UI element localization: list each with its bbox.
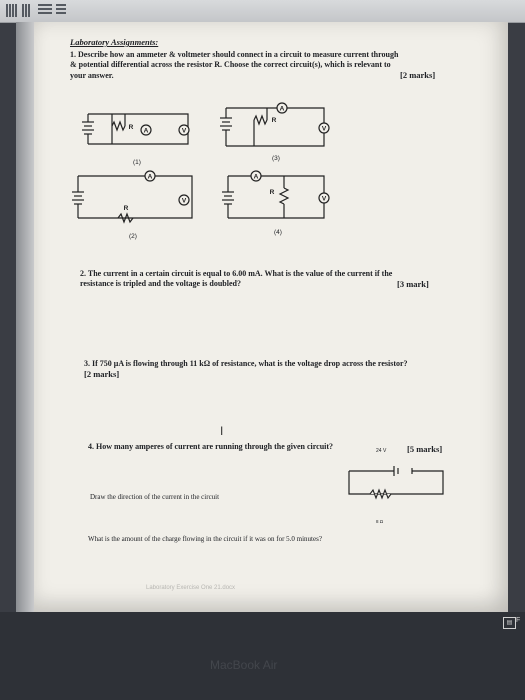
ammeter-symbol: A: [253, 173, 259, 181]
q3-line1: 3. If 750 μA is flowing through 11 kΩ of resistance, what is the voltage drop across the resistor?: [84, 359, 408, 368]
laptop-bezel: [0, 612, 525, 700]
circuit-2: [72, 171, 192, 222]
circuit-q4: [349, 466, 443, 494]
resistor-symbol: R: [271, 117, 277, 124]
laptop-brand: MacBook Air: [210, 658, 278, 672]
text-cursor-icon: I: [220, 424, 224, 438]
circuit-label-2: (2): [129, 233, 137, 240]
voltmeter-symbol: V: [181, 197, 187, 205]
circuit-label-3: (3): [272, 155, 280, 162]
resistor-symbol: R: [123, 205, 129, 212]
page-footer: Laboratory Exercise One 21.docx: [146, 585, 236, 591]
q2-marks: [3 mark]: [397, 279, 429, 289]
battery-label: 24 V: [376, 448, 387, 454]
ammeter-symbol: A: [279, 105, 285, 113]
page-heading: Laboratory Assignments:: [70, 37, 159, 47]
q1-line1: 1. Describe how an ammeter & voltmeter should connect in a circuit to measure current through: [70, 50, 399, 59]
circuit-3: [220, 103, 329, 146]
resistor-symbol: R: [128, 124, 134, 131]
q4-charge: What is the amount of the charge flowing in the circuit if it was on for 5.0 minutes?: [88, 535, 322, 543]
view-columns-icon[interactable]: [6, 4, 17, 17]
q1-marks: [2 marks]: [400, 70, 436, 80]
q4-line1: 4. How many amperes of current are running through the given circuit?: [88, 442, 334, 451]
circuit-label-1: (1): [133, 159, 141, 166]
ammeter-symbol: A: [143, 127, 149, 135]
voltmeter-symbol: V: [321, 195, 327, 203]
page-edge-shadow: [16, 22, 34, 612]
circuit-4: [222, 171, 329, 218]
app-toolbar: [0, 0, 525, 23]
q3-marks: [2 marks]: [84, 369, 120, 379]
q4-direction: Draw the direction of the current in the circuit: [90, 493, 220, 501]
menu-lines-icon[interactable]: [38, 4, 52, 17]
view-columns-icon[interactable]: [22, 4, 30, 17]
corner-letter: F: [516, 617, 521, 624]
menu-lines-icon[interactable]: [56, 4, 66, 17]
doc-icon[interactable]: ▤: [503, 617, 516, 629]
ammeter-symbol: A: [147, 173, 153, 181]
voltmeter-symbol: V: [321, 125, 327, 133]
voltmeter-symbol: V: [181, 127, 187, 135]
q4-marks: [5 marks]: [407, 444, 443, 454]
circuit-diagrams: [34, 22, 508, 612]
q1-line2: & potential differential across the resistor R. Choose the correct circuit(s), which is relevant to: [70, 60, 391, 69]
circuit-1: [82, 114, 189, 144]
q4-resistor: [370, 490, 391, 498]
resistor-label: 8 Ω: [376, 519, 384, 524]
q2-line1: 2. The current in a certain circuit is equal to 6.00 mA. What is the value of the current if the: [80, 269, 393, 278]
circuit-label-4: (4): [274, 229, 282, 236]
q2-line2: resistance is tripled and the voltage is doubled?: [80, 279, 241, 288]
resistor-symbol: R: [269, 189, 275, 196]
q1-line3: your answer.: [70, 71, 114, 80]
document-page: [34, 22, 508, 612]
